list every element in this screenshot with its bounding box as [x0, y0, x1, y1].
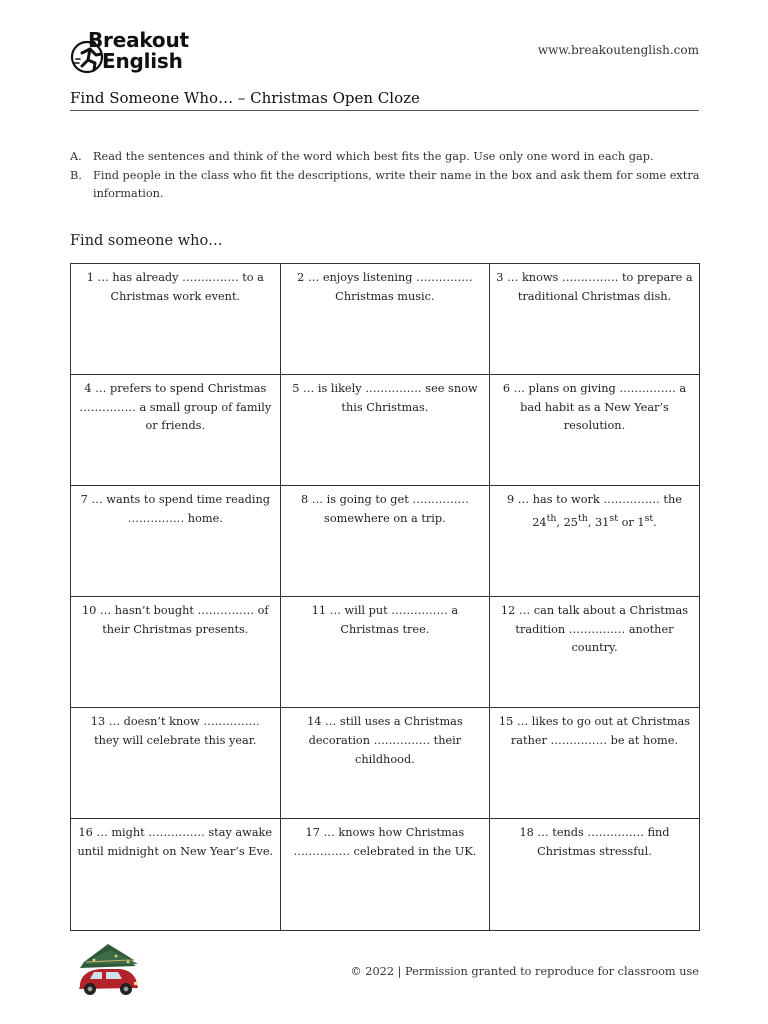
page-title: Find Someone Who… – Christmas Open Cloze	[70, 89, 420, 107]
cell-9-text: , 25	[556, 515, 578, 529]
grid-cell-11[interactable]: 11 … will put …………… a Christmas tree.	[280, 597, 490, 708]
website-link[interactable]: www.breakoutenglish.com	[537, 43, 699, 57]
ordinal-suffix: st	[609, 512, 618, 524]
instruction-b	[70, 167, 700, 204]
grid-cell-18[interactable]: 18 … tends …………… find Christmas stressful.	[490, 819, 700, 930]
grid-cell-15[interactable]: 15 … likes to go out at Christmas rather …………… be at home.	[490, 708, 700, 819]
grid-cell-16[interactable]: 16 … might …………… stay awake until midnight on New Year’s Eve.	[71, 819, 281, 930]
grid-cell-14[interactable]: 14 … still uses a Christmas decoration …………… their childhood.	[280, 708, 490, 819]
instruction-a	[70, 148, 700, 167]
grid-row	[71, 597, 700, 708]
instruction-marker: B.	[70, 168, 82, 182]
grid-cell-8[interactable]: 8 … is going to get …………… somewhere on a trip.	[280, 486, 490, 597]
ordinal-suffix: th	[577, 512, 588, 524]
grid-cell-12[interactable]: 12 … can talk about a Christmas tradition …………… another country.	[490, 597, 700, 708]
grid-cell-4[interactable]: 4 … prefers to spend Christmas …………… a small group of family or friends.	[71, 375, 281, 486]
grid-cell-6[interactable]: 6 … plans on giving …………… a bad habit as a New Year’s resolution.	[490, 375, 700, 486]
grid-row	[71, 708, 700, 819]
grid-cell-17[interactable]: 17 … knows how Christmas …………… celebrated in the UK.	[280, 819, 490, 930]
cell-9-text: , 31	[587, 515, 610, 529]
grid-row	[71, 819, 700, 930]
grid-cell-2[interactable]: 2 … enjoys listening …………… Christmas music.	[280, 264, 490, 375]
logo-line-2: English	[102, 49, 183, 73]
logo-line-1: Breakout	[88, 28, 189, 52]
instructions	[70, 148, 700, 204]
ordinal-suffix: st	[644, 512, 654, 524]
section-heading: Find someone who…	[70, 233, 223, 249]
grid-cell-7[interactable]: 7 … wants to spend time reading …………… home.	[71, 486, 281, 597]
grid-cell-3[interactable]: 3 … knows …………… to prepare a traditional Christmas dish.	[490, 264, 700, 375]
find-someone-who-grid	[70, 263, 700, 931]
grid-cell-9[interactable]	[490, 486, 700, 597]
grid-row	[71, 264, 700, 375]
cell-9-text: or 1	[617, 515, 645, 529]
grid-cell-1[interactable]: 1 … has already …………… to a Christmas work event.	[71, 264, 281, 375]
instruction-text: Read the sentences and think of the word which best fits the gap. Use only one word in each gap.	[93, 150, 654, 163]
logo-wordmark	[88, 30, 189, 72]
copyright-notice: © 2022 | Permission granted to reproduce for classroom use	[350, 965, 699, 978]
grid-row	[71, 375, 700, 486]
page-header	[70, 30, 699, 80]
grid-cell-5[interactable]: 5 … is likely …………… see snow this Christmas.	[280, 375, 490, 486]
breakout-english-logo	[70, 30, 220, 78]
ordinal-suffix: th	[546, 512, 557, 524]
grid-row	[71, 486, 700, 597]
christmas-tree-car-icon	[72, 942, 144, 1000]
title-divider	[70, 110, 699, 111]
cell-9-text: .	[653, 515, 657, 529]
instruction-marker: A.	[70, 150, 82, 163]
instruction-text: Find people in the class who fit the descriptions, write their name in the box and ask them for some extra information.	[93, 168, 700, 200]
cell-9-text: 9 … has to work …………… the 24	[507, 493, 682, 529]
grid-cell-13[interactable]: 13 … doesn’t know …………… they will celebrate this year.	[71, 708, 281, 819]
grid-cell-10[interactable]: 10 … hasn’t bought …………… of their Christmas presents.	[71, 597, 281, 708]
